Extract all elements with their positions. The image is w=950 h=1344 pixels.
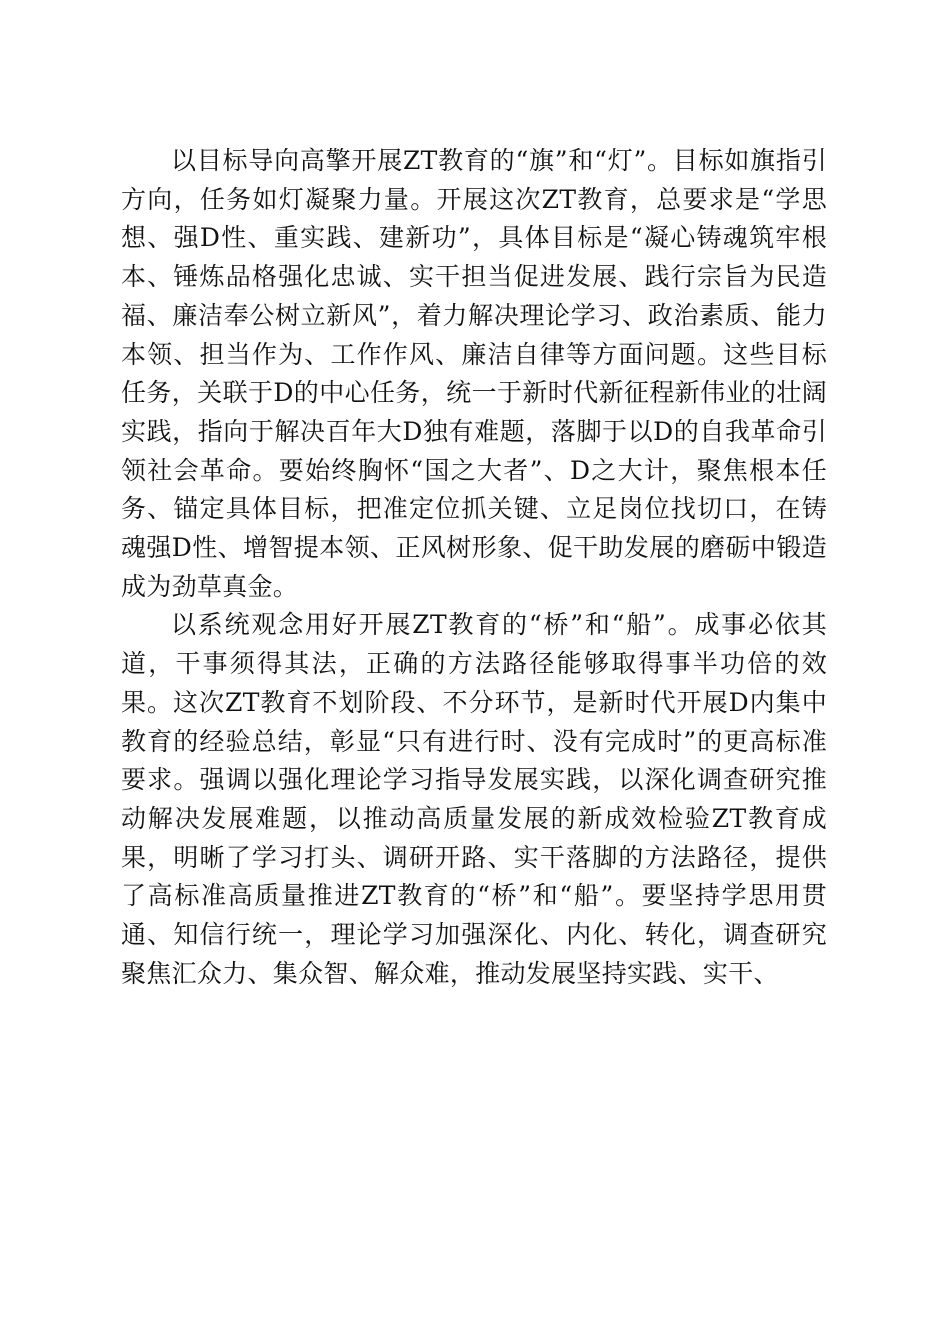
paragraph-goal-orientation: 以目标导向高擎开展ZT教育的“旗”和“灯”。目标如旗指引方向，任务如灯凝聚力量。开展这次ZT教育，总要求是“学思想、强D性、重实践、建新功”，具体目标是“凝心铸魂筑牢根本、锤炼品格强化忠诚、实干担当促进发展、践行宗旨为民造福、廉洁奉公树立新风”，着力解决理论学习、政治素质、能力本领、担当作为、工作作风、廉洁自律等方面问题。这些目标任务，关联于D的中心任务，统一于新时代新征程新伟业的壮阔实践，指向于解决百年大D独有难题，落脚于以D的自我革命引领社会革命。要始终胸怀“国之大者”、D之大计，聚焦根本任务、锚定具体目标，把准定位抓关键、立足岗位找切口，在铸魂强D性、增智提本领、正风树形象、促干助发展的磨砺中锻造成为劲草真金。 (121, 146, 827, 601)
document-body (121, 142, 827, 993)
paragraph-systems-concept: 以系统观念用好开展ZT教育的“桥”和“船”。成事必依其道，干事须得其法，正确的方法路径能够取得事半功倍的效果。这次ZT教育不划阶段、不分环节，是新时代开展D内集中教育的经验总结，彰显“只有进行时、没有完成时”的更高标准要求。强调以强化理论学习指导发展实践，以深化调查研究推动解决发展难题，以推动高质量发展的新成效检验ZT教育成果，明晰了学习打头、调研开路、实干落脚的方法路径，提供了高标准高质量推进ZT教育的“桥”和“船”。要坚持学思用贯通、知信行统一，理论学习加强深化、内化、转化，调查研究聚焦汇众力、集众智、解众难，推动发展坚持实践、实干、 (121, 610, 827, 988)
